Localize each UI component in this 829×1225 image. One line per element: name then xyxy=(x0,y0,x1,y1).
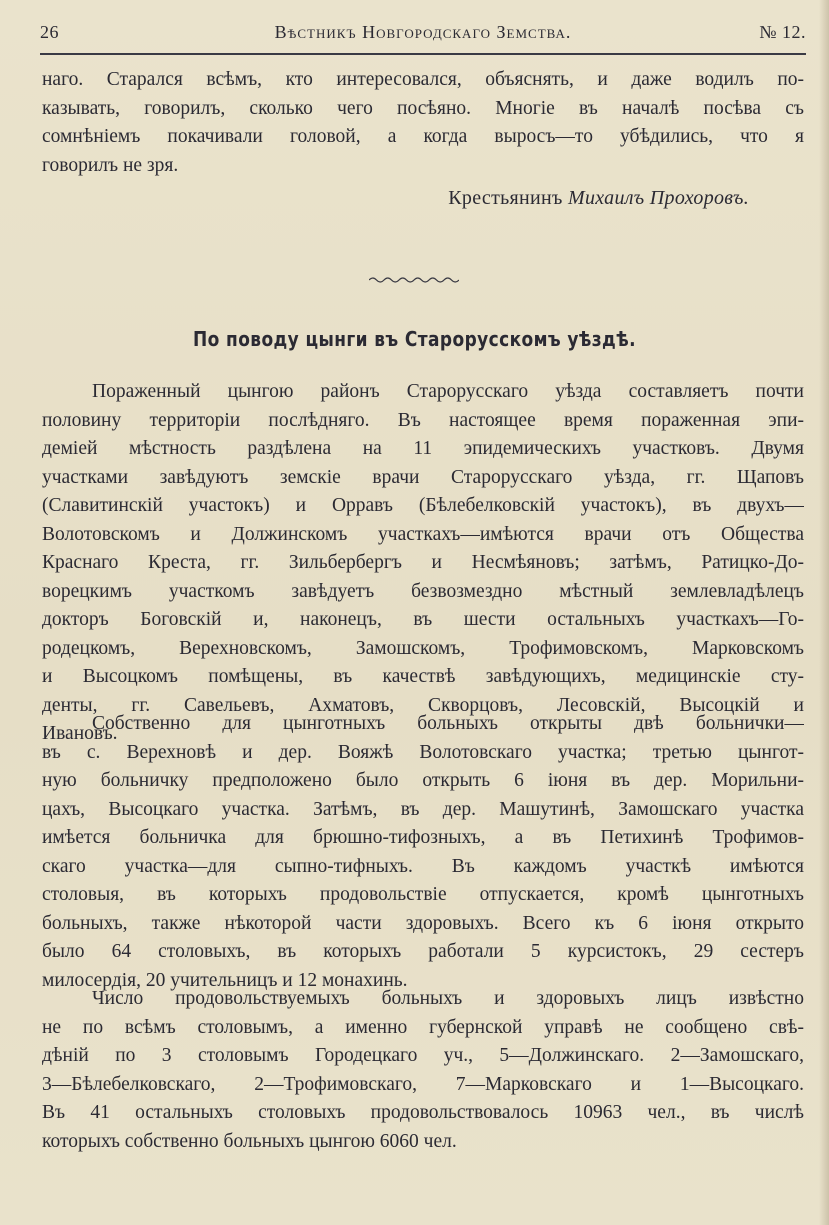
text-line: говорилъ не зря. xyxy=(42,154,179,176)
article-paragraph-2 xyxy=(42,710,804,995)
text-line: ную больничку предположено было открыть 6 іюня въ дер. Морильни- xyxy=(42,770,804,791)
text-line: и Высоцкомъ помѣщены, въ качествѣ завѣдующихъ, медицинскіе сту- xyxy=(42,666,804,687)
text-line: которыхъ собственно больныхъ цынгою 6060 чел. xyxy=(42,1130,457,1152)
text-line: Краснаго Креста, гг. Зильбербергъ и Несмѣяновъ; затѣмъ, Ратицко-До- xyxy=(42,552,804,573)
text-line: 3—Бѣлебелковскаго, 2—Трофимовскаго, 7—Марковскаго и 1—Высоцкаго. xyxy=(42,1073,804,1095)
text-line: участками завѣдуютъ земскіе врачи Старорусскаго уѣзда, гг. Щаповъ xyxy=(42,466,804,488)
text-line: сомнѣніемъ покачивали головой, а когда выросъ—то убѣдились, что я xyxy=(42,126,804,147)
text-line: цахъ, Высоцкаго участка. Затѣмъ, въ дер. Машутинѣ, Замошскаго участка xyxy=(42,798,804,820)
text-line: въ с. Верехновѣ и дер. Вояжѣ Волотовскаго участка; третью цынгот- xyxy=(42,741,804,763)
text-line: Пораженный цынгою районъ Старорусскаго уѣзда составляетъ почти xyxy=(92,381,804,402)
text-line: казывать, говорилъ, сколько чего посѣяно. Многіе въ началѣ посѣва съ xyxy=(42,97,804,119)
text-line: ворецкимъ участкомъ завѣдуетъ безвозмездно мѣстный землевладѣлецъ xyxy=(42,580,804,602)
issue-number: № 12. xyxy=(759,22,806,42)
text-line: наго. Старался всѣмъ, кто интересовался, объяснять, и даже водилъ по- xyxy=(42,69,804,90)
journal-title: Вѣстникъ Новгородскаго Земства. xyxy=(274,22,572,42)
text-line: родецкомъ, Верехновскомъ, Замошскомъ, Трофимовскомъ, Марковскомъ xyxy=(42,637,804,659)
text-line: Число продовольствуемыхъ больныхъ и здоровыхъ лицъ извѣстно xyxy=(92,988,804,1009)
text-line: половину территоріи послѣдняго. Въ настоящее время пораженная эпи- xyxy=(42,409,804,431)
text-line: деміей мѣстность раздѣлена на 11 эпидемическихъ участковъ. Двумя xyxy=(42,438,804,459)
article-paragraph-3 xyxy=(42,985,804,1156)
text-line: Ивановъ. xyxy=(42,723,118,744)
text-line: скаго участка—для сыпно-тифныхъ. Въ каждомъ участкѣ имѣются xyxy=(42,855,804,877)
signature-prefix: Крестьянинъ xyxy=(448,187,563,209)
text-line: больныхъ, также нѣкоторой части здоровыхъ. Всего къ 6 іюня открыто xyxy=(42,912,804,934)
author-signature xyxy=(448,187,749,210)
text-line: Волотовскомъ и Должинскомъ участкахъ—имѣются врачи отъ Общества xyxy=(42,523,804,545)
text-line: милосердія, 20 учительницъ и 12 монахинь. xyxy=(42,969,408,991)
text-line: не по всѣмъ столовымъ, а именно губернской управѣ не сообщено свѣ- xyxy=(42,1016,804,1038)
article-title: По поводу цынги въ Старорусскомъ уѣздѣ. xyxy=(193,328,636,352)
running-header xyxy=(40,20,806,52)
page-edge-shadow xyxy=(819,0,829,1225)
text-line: денты, гг. Савельевъ, Ахматовъ, Скворцовъ, Лесовскій, Высоцкій и xyxy=(42,694,804,716)
page-number: 26 xyxy=(40,22,59,42)
article-paragraph-1 xyxy=(42,378,804,749)
text-line: столовыя, въ которыхъ продовольствіе отпускается, кромѣ цынготныхъ xyxy=(42,884,804,905)
wavy-divider-ornament xyxy=(369,275,459,285)
text-line: Собственно для цынготныхъ больныхъ открыты двѣ больнички— xyxy=(92,713,804,734)
header-rule xyxy=(40,53,806,55)
intro-paragraph xyxy=(42,66,804,180)
text-line: Въ 41 остальныхъ столовыхъ продовольствовалось 10963 чел., въ числѣ xyxy=(42,1102,804,1123)
text-line: (Славитинскій участокъ) и Орравъ (Бѣлебелковскій участокъ), въ двухъ— xyxy=(42,495,804,516)
signature-name: Михаилъ Прохоровъ. xyxy=(568,187,749,209)
text-line: было 64 столовыхъ, въ которыхъ работали 5 курсистокъ, 29 сестеръ xyxy=(42,941,804,962)
text-line: имѣется больничка для брюшно-тифозныхъ, а въ Петихинѣ Трофимов- xyxy=(42,827,804,848)
text-line: дѣній по 3 столовымъ Городецкаго уч., 5—Должинскаго. 2—Замошскаго, xyxy=(42,1045,804,1066)
text-line: докторъ Боговскій и, наконецъ, въ шести остальныхъ участкахъ—Го- xyxy=(42,609,804,630)
